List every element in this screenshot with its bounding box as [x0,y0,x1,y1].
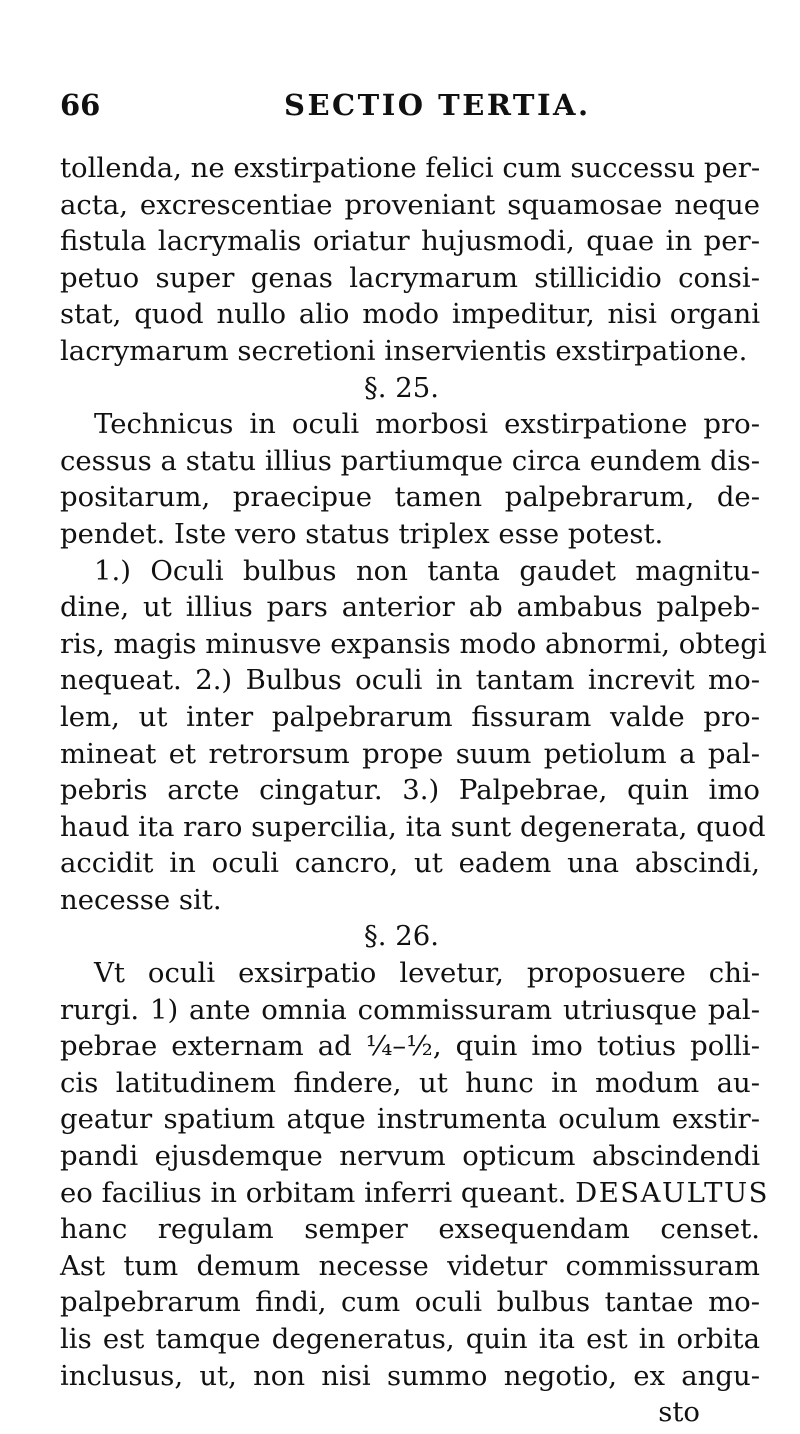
text-line: rurgi. 1) ante omnia commissuram utriusque pal- [60,993,760,1026]
author-name: DESAULTUS [575,1176,770,1209]
text-line: hanc regulam semper exsequendam censet. [60,1213,760,1246]
section-title: SECTIO TERTIA. [284,88,591,122]
text-line: positarum, praecipue tamen palpebrarum, de- [60,481,760,514]
text-line: dine, ut illius pars anterior ab ambabus palpeb- [60,591,760,624]
text-line: inclusus, ut, non nisi summo negotio, ex angu- [60,1359,760,1392]
text-line: cessus a statu illius partiumque circa eundem dis- [60,444,760,477]
section-heading-25: §. 25. [364,371,439,404]
text-line: lem, ut inter palpebrarum fissuram valde pro- [60,700,760,733]
text-line: pebris arcte cingatur. 3.) Palpebrae, quin imo [60,774,760,807]
text-segment: eo facilius in orbitam inferri queant. [60,1176,567,1209]
text-line: petuo super genas lacrymarum stillicidio consi- [60,261,760,294]
text-line: stat, quod nullo alio modo impeditur, nisi organi [60,298,760,331]
text-line: acta, excrescentiae proveniant squamosae neque [60,188,760,221]
text-line: nequeat. 2.) Bulbus oculi in tantam increvit mo- [60,664,760,697]
text-line: 1.) Oculi bulbus non tanta gaudet magnitu- [94,554,760,587]
running-head [60,88,750,128]
text-line: lis est tamque degeneratus, quin ita est in orbita [60,1323,760,1355]
text-line: geatur spatium atque instrumenta oculum exstir- [60,1103,760,1136]
text-line: lacrymarum secretioni inservientis exstirpatione. [60,334,748,367]
text-line: cis latitudinem findere, ut hunc in modum au- [60,1066,760,1099]
text-line: necesse sit. [60,883,222,916]
section-heading-26: §. 26. [364,920,439,953]
text-line: palpebrarum findi, cum oculi bulbus tantae mo- [60,1286,760,1319]
text-line: accidit in oculi cancro, ut eadem una abscindi, [60,847,760,880]
text-line: Ast tum demum necesse videtur commissuram [60,1249,760,1282]
body-text [60,150,770,1431]
text-line-with-author [60,1175,770,1212]
text-line: tollenda, ne exstirpatione felici cum successu per- [60,152,761,184]
text-line: mineat et retrorsum prope suum petiolum a pal- [60,737,760,770]
text-line: pendet. Iste vero status triplex esse potest. [60,517,664,550]
text-line: pandi ejusdemque nervum opticum abscindendi [60,1140,760,1173]
text-line: pebrae externam ad ¼–½, quin imo totius polli- [60,1030,760,1063]
text-line: fistula lacrymalis oriatur hujusmodi, quae in per- [60,225,760,258]
text-line: haud ita raro supercilia, ita sunt degenerata, quod [60,810,766,843]
text-line: ris, magis minusve expansis modo abnormi, obtegi [60,627,767,660]
catchword: sto [658,1396,700,1429]
text-line: Technicus in oculi morbosi exstirpatione pro- [94,408,760,441]
text-line: Vt oculi exsirpatio levetur, proposuere chi- [94,957,760,990]
page-number: 66 [60,88,101,122]
